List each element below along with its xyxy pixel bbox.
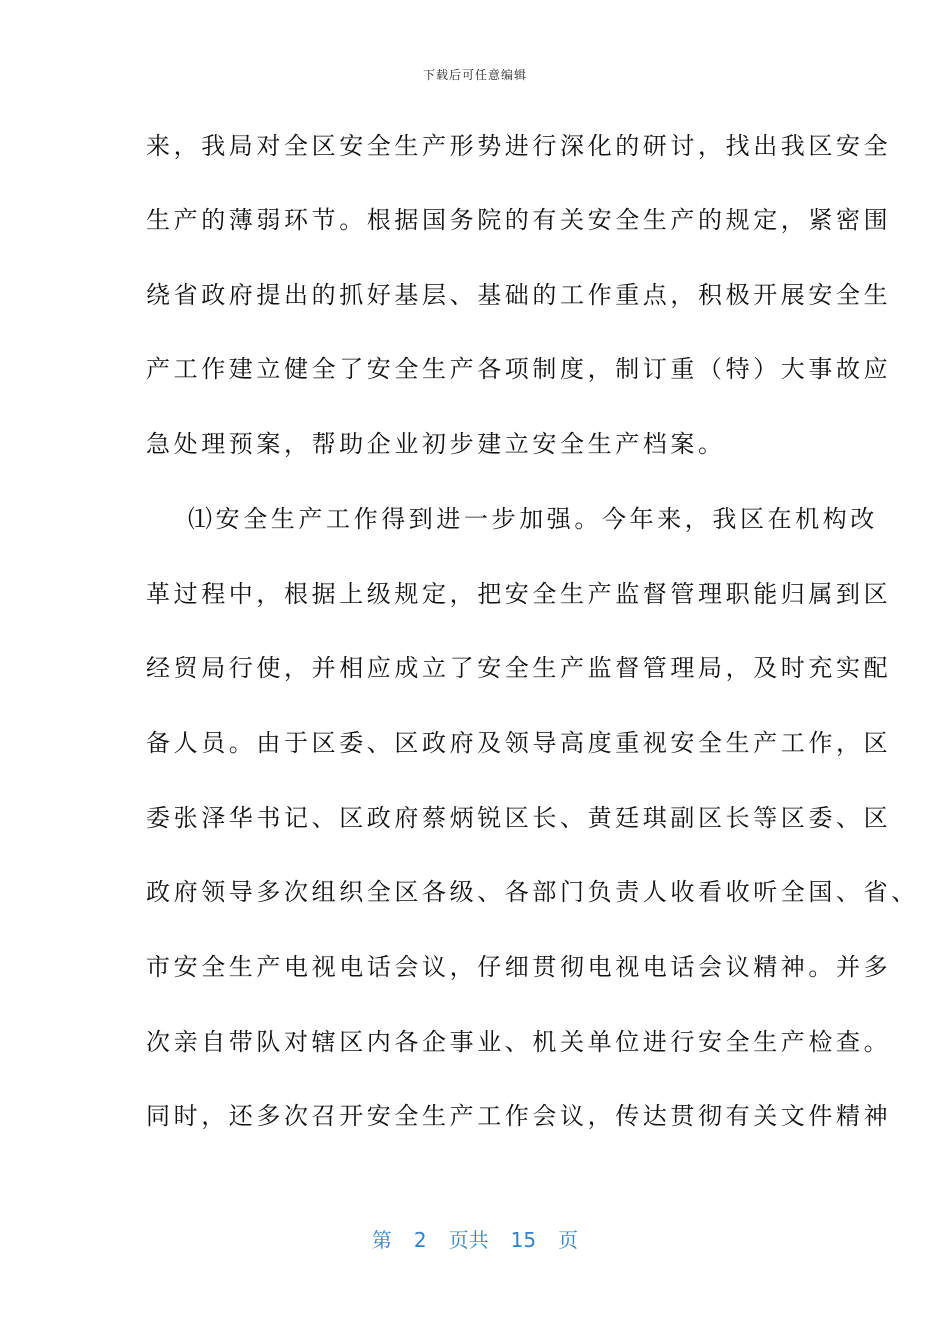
text-line: 次亲自带队对辖区内各企事业、机关单位进行安全生产检查。: [146, 1028, 892, 1056]
header-note: 下载后可任意编辑: [422, 68, 527, 82]
text-line: 产工作建立健全了安全生产各项制度，制订重（特）大事故应: [146, 355, 892, 383]
footer-prefix: 第: [371, 1228, 392, 1252]
text-line: 政府领导多次组织全区各级、各部门负责人收看收听全国、省、: [146, 878, 919, 906]
text-line: 来，我局对全区安全生产形势进行深化的研讨，找出我区安全: [146, 132, 892, 160]
text-line: 绕省政府提出的抓好基层、基础的工作重点，积极开展安全生: [146, 281, 892, 309]
text-line: 同时，还多次召开安全生产工作会议，传达贯彻有关文件精神: [146, 1102, 892, 1130]
footer-middle: 页共: [448, 1228, 489, 1252]
text-line: 生产的薄弱环节。根据国务院的有关安全生产的规定，紧密围: [146, 206, 892, 234]
text-line: 备人员。由于区委、区政府及领导高度重视安全生产工作，区: [146, 729, 892, 757]
text-line: 急处理预案，帮助企业初步建立安全生产档案。: [146, 430, 726, 458]
total-pages-number: 15: [510, 1228, 537, 1252]
text-line: 委张泽华书记、区政府蔡炳锐区长、黄廷琪副区长等区委、区: [146, 804, 892, 832]
text-line: 经贸局行使，并相应成立了安全生产监督管理局，及时充实配: [146, 654, 892, 682]
text-line: 市安全生产电视电话会议，仔细贯彻电视电话会议精神。并多: [146, 953, 892, 981]
current-page-number: 2: [413, 1228, 427, 1252]
page-footer: [0, 1224, 950, 1253]
text-line: 革过程中，根据上级规定，把安全生产监督管理职能归属到区: [146, 580, 892, 608]
paragraph-start-line: ⑴安全生产工作得到进一步加强。今年来，我区在机构改: [188, 505, 878, 533]
footer-suffix: 页: [558, 1228, 579, 1252]
